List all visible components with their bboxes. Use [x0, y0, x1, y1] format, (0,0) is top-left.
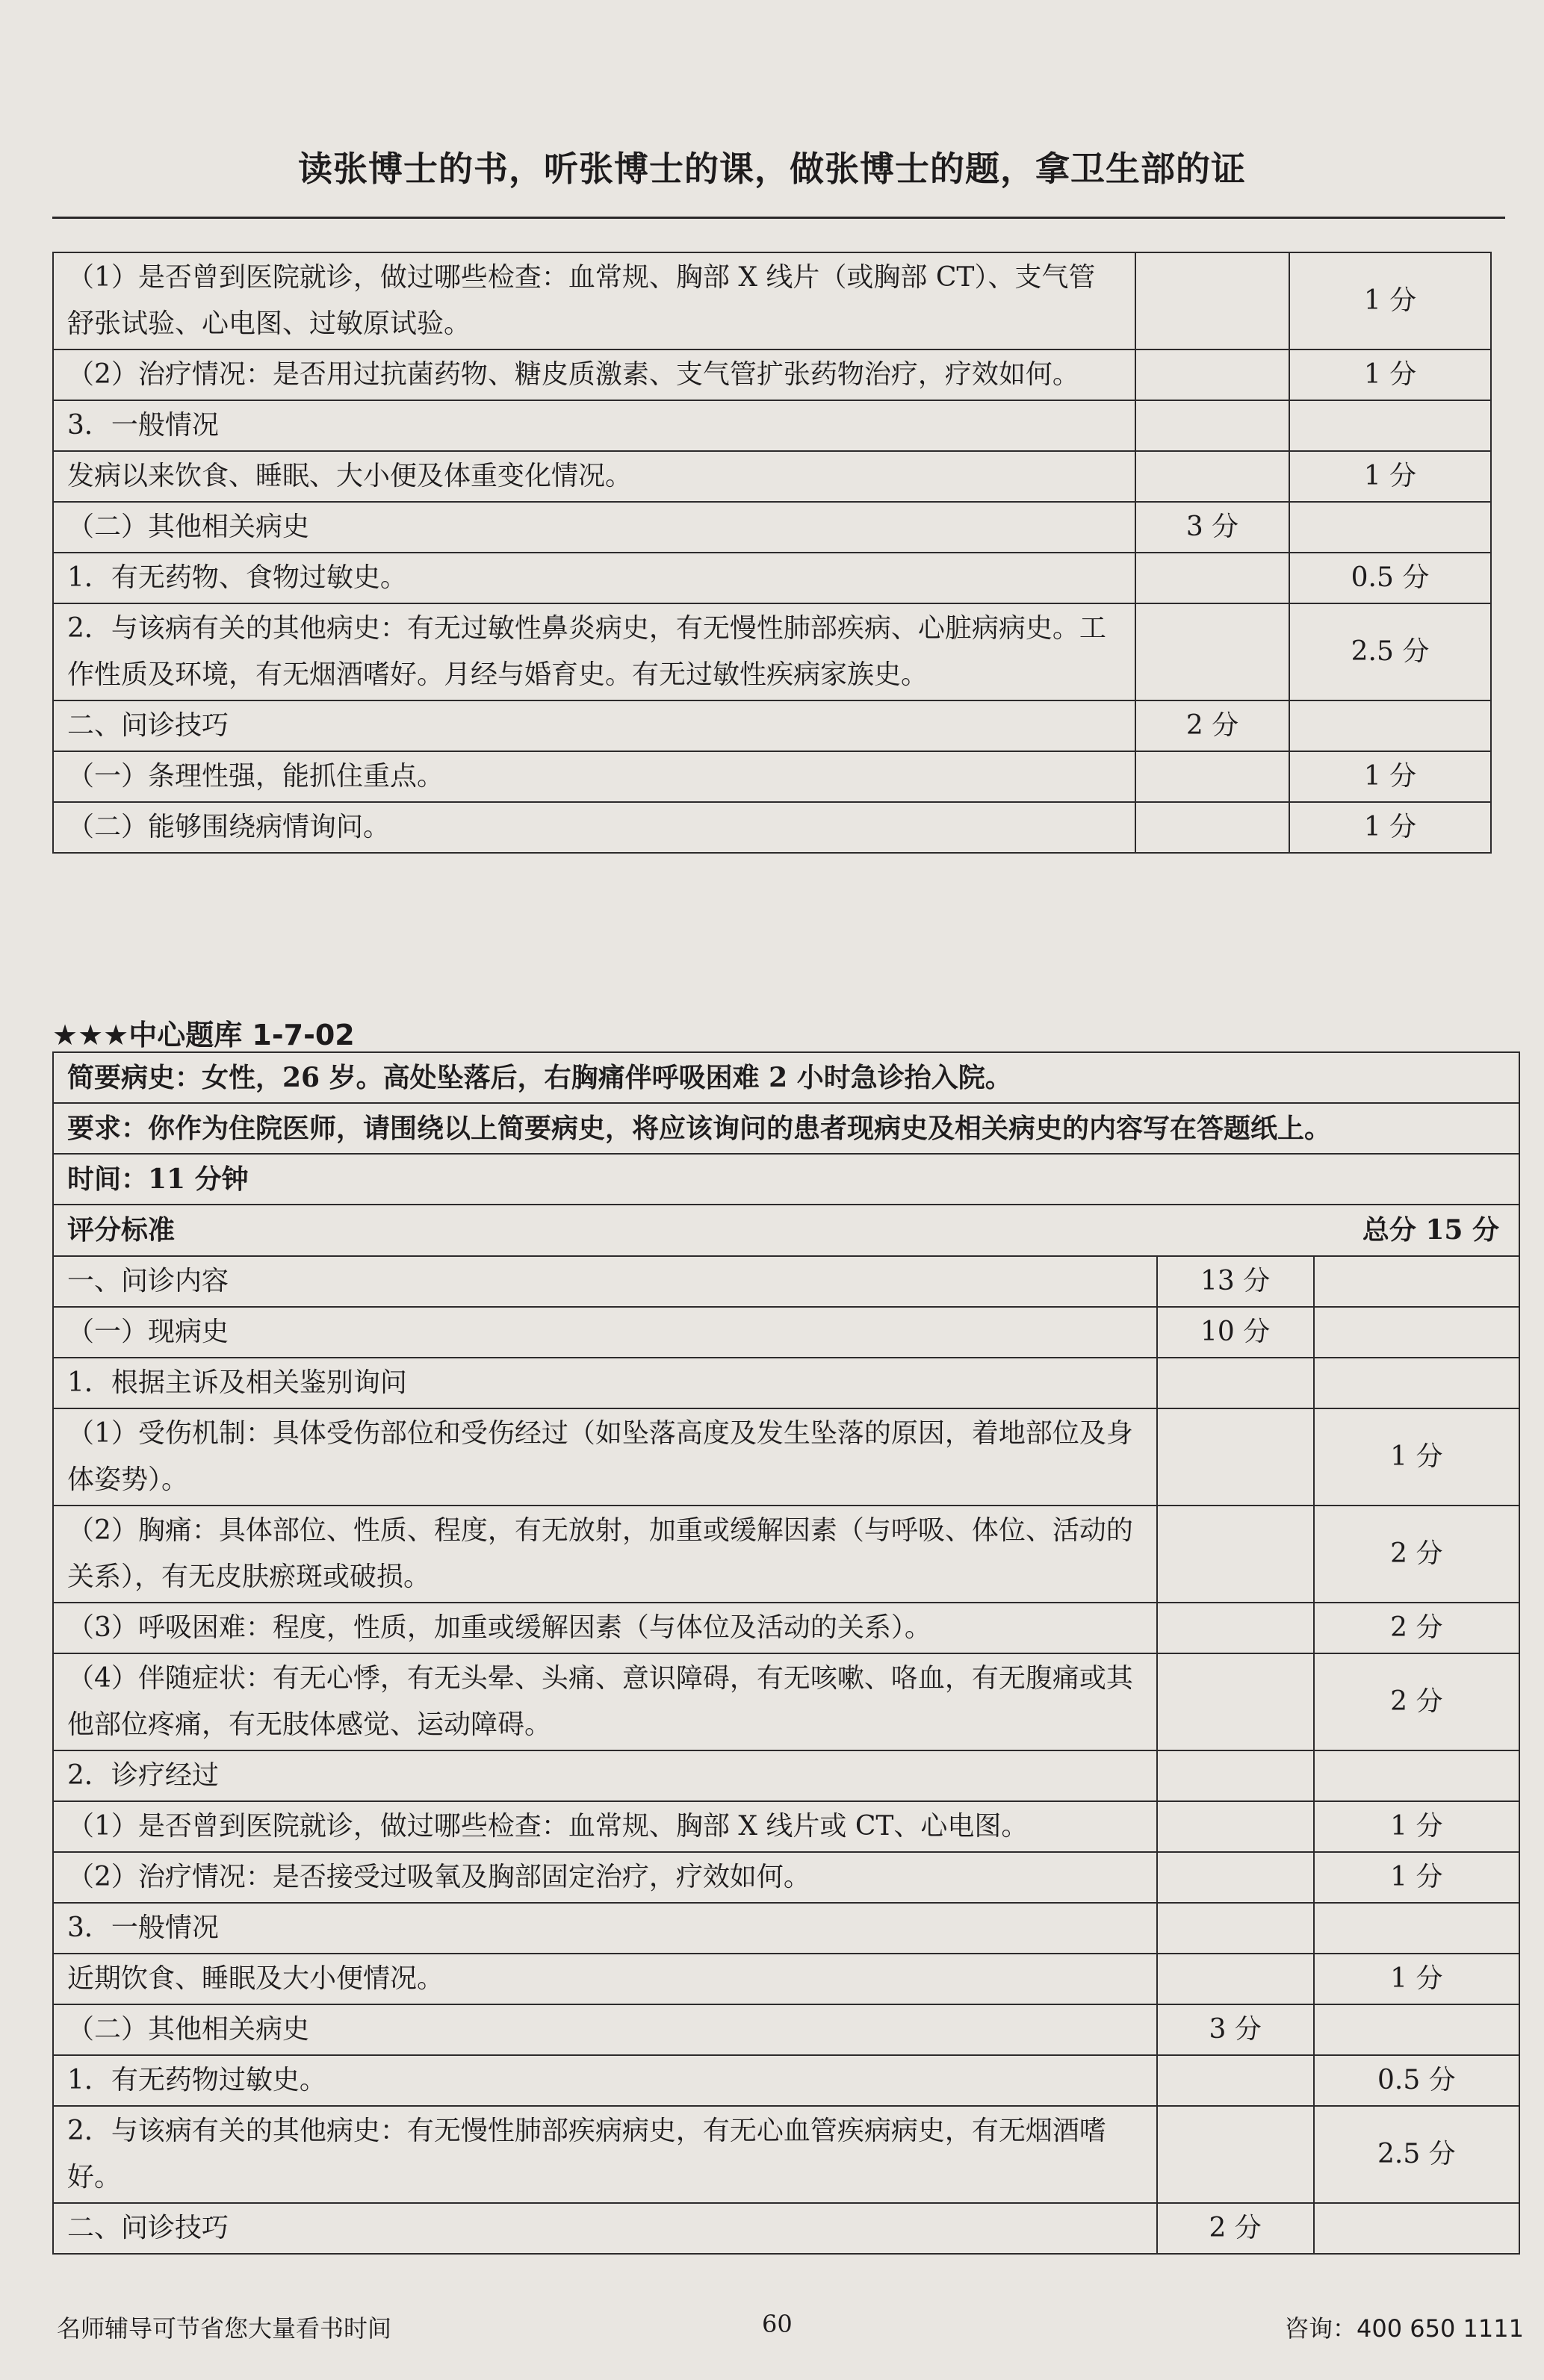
item-text: 3．一般情况	[53, 400, 1135, 451]
section-score	[1135, 553, 1289, 603]
item-score	[1314, 1903, 1519, 1954]
item-text: 1．有无药物过敏史。	[53, 2055, 1157, 2106]
item-score: 2.5 分	[1289, 603, 1491, 700]
item-text: 发病以来饮食、睡眠、大小便及体重变化情况。	[53, 451, 1135, 502]
item-text: 二、问诊技巧	[53, 2203, 1157, 2254]
item-score	[1314, 1358, 1519, 1408]
item-score: 1 分	[1289, 451, 1491, 502]
table-row	[53, 1256, 1519, 1307]
item-text: （3）呼吸困难：程度，性质，加重或缓解因素（与体位及活动的关系）。	[53, 1603, 1157, 1653]
item-score	[1314, 1750, 1519, 1801]
section-title: ★★★中心题库 1-7-02	[52, 1019, 355, 1051]
section-score	[1135, 252, 1289, 349]
item-score	[1314, 1307, 1519, 1358]
section-score	[1157, 1852, 1314, 1903]
item-score	[1314, 1256, 1519, 1307]
item-text: （1）受伤机制：具体受伤部位和受伤经过（如坠落高度及发生坠落的原因，着地部位及身体姿势）。	[53, 1408, 1157, 1506]
section-score	[1157, 1408, 1314, 1506]
section-score	[1157, 1358, 1314, 1408]
table-row	[53, 1307, 1519, 1358]
item-score: 2 分	[1314, 1603, 1519, 1653]
section-score	[1157, 1653, 1314, 1750]
item-text: 2．与该病有关的其他病史：有无过敏性鼻炎病史，有无慢性肺部疾病、心脏病病史。工作性质及环境，有无烟酒嗜好。月经与婚育史。有无过敏性疾病家族史。	[53, 603, 1135, 700]
table-row	[53, 1653, 1519, 1750]
item-text: （二）能够围绕病情询问。	[53, 802, 1135, 853]
table-row	[53, 1506, 1519, 1603]
table-row	[53, 553, 1491, 603]
case-history-row	[53, 1052, 1519, 1103]
section-score: 10 分	[1157, 1307, 1314, 1358]
item-score: 1 分	[1289, 802, 1491, 853]
table-row	[53, 349, 1491, 400]
item-score: 0.5 分	[1314, 2055, 1519, 2106]
case-requirement: 要求：你作为住院医师，请围绕以上简要病史，将应该询问的患者现病史及相关病史的内容写在答题纸上。	[53, 1103, 1519, 1154]
item-score: 1 分	[1289, 751, 1491, 802]
table-row	[53, 1603, 1519, 1653]
table-row	[53, 1801, 1519, 1852]
table-row	[53, 400, 1491, 451]
footer-slogan: 名师辅导可节省您大量看书时间	[57, 2314, 392, 2343]
item-score	[1314, 2203, 1519, 2254]
criteria-row	[53, 1205, 1519, 1256]
item-text: 近期饮食、睡眠及大小便情况。	[53, 1954, 1157, 2004]
item-text: （4）伴随症状：有无心悸，有无头晕、头痛、意识障碍，有无咳嗽、咯血，有无腹痛或其他部位疼痛，有无肢体感觉、运动障碍。	[53, 1653, 1157, 1750]
section-score: 3 分	[1157, 2004, 1314, 2055]
section-score: 2 分	[1157, 2203, 1314, 2254]
table-row	[53, 751, 1491, 802]
case-time: 时间：11 分钟	[53, 1154, 1519, 1205]
table-row	[53, 1750, 1519, 1801]
item-score: 2 分	[1314, 1653, 1519, 1750]
item-text: （1）是否曾到医院就诊，做过哪些检查：血常规、胸部 X 线片或 CT、心电图。	[53, 1801, 1157, 1852]
item-score	[1289, 400, 1491, 451]
item-score: 2 分	[1314, 1506, 1519, 1603]
item-text: 一、问诊内容	[53, 1256, 1157, 1307]
section-score	[1157, 2106, 1314, 2203]
item-text: 二、问诊技巧	[53, 700, 1135, 751]
item-text: （二）其他相关病史	[53, 2004, 1157, 2055]
item-score: 1 分	[1314, 1954, 1519, 2004]
section-score	[1157, 1903, 1314, 1954]
section-score	[1135, 349, 1289, 400]
table-row	[53, 1408, 1519, 1506]
section-score: 3 分	[1135, 502, 1289, 553]
table-row	[53, 802, 1491, 853]
item-score: 1 分	[1314, 1852, 1519, 1903]
section-score	[1135, 400, 1289, 451]
total-score: 总分 15 分	[1362, 1214, 1499, 1246]
section-score	[1135, 603, 1289, 700]
section-score	[1157, 1506, 1314, 1603]
item-text: 2．与该病有关的其他病史：有无慢性肺部疾病病史，有无心血管疾病病史，有无烟酒嗜好。	[53, 2106, 1157, 2203]
case-info-table	[52, 1051, 1520, 2255]
item-text: 1．有无药物、食物过敏史。	[53, 553, 1135, 603]
section-score	[1135, 751, 1289, 802]
section-score: 13 分	[1157, 1256, 1314, 1307]
item-text: 1．根据主诉及相关鉴别询问	[53, 1358, 1157, 1408]
section-score	[1157, 1801, 1314, 1852]
item-score: 1 分	[1289, 349, 1491, 400]
table-row	[53, 1852, 1519, 1903]
case-history: 简要病史：女性，26 岁。高处坠落后，右胸痛伴呼吸困难 2 小时急诊抬入院。	[53, 1052, 1519, 1103]
section-score	[1135, 802, 1289, 853]
section-score	[1157, 1750, 1314, 1801]
item-score	[1289, 502, 1491, 553]
table-row	[53, 1903, 1519, 1954]
item-text: （一）现病史	[53, 1307, 1157, 1358]
case-time-row	[53, 1154, 1519, 1205]
item-text: （2）治疗情况：是否接受过吸氧及胸部固定治疗，疗效如何。	[53, 1852, 1157, 1903]
header-divider	[52, 217, 1505, 219]
page-number: 60	[762, 2310, 793, 2338]
item-score	[1289, 700, 1491, 751]
section-score	[1135, 451, 1289, 502]
item-text: 3．一般情况	[53, 1903, 1157, 1954]
item-score: 1 分	[1314, 1408, 1519, 1506]
footer-contact: 咨询：400 650 1111	[1285, 2314, 1524, 2343]
item-text: （1）是否曾到医院就诊，做过哪些检查：血常规、胸部 X 线片（或胸部 CT）、支气管舒张试验、心电图、过敏原试验。	[53, 252, 1135, 349]
table-row	[53, 252, 1491, 349]
table-row	[53, 502, 1491, 553]
item-text: （2）治疗情况：是否用过抗菌药物、糖皮质激素、支气管扩张药物治疗，疗效如何。	[53, 349, 1135, 400]
table-row	[53, 603, 1491, 700]
item-score: 0.5 分	[1289, 553, 1491, 603]
item-score: 2.5 分	[1314, 2106, 1519, 2203]
table-row	[53, 1954, 1519, 2004]
section-score: 2 分	[1135, 700, 1289, 751]
item-text: （2）胸痛：具体部位、性质、程度，有无放射，加重或缓解因素（与呼吸、体位、活动的关系），有无皮肤瘀斑或破损。	[53, 1506, 1157, 1603]
table-row	[53, 451, 1491, 502]
table-row	[53, 2106, 1519, 2203]
table-row	[53, 2203, 1519, 2254]
case-requirement-row	[53, 1103, 1519, 1154]
item-score	[1314, 2004, 1519, 2055]
section-score	[1157, 1954, 1314, 2004]
item-score: 1 分	[1289, 252, 1491, 349]
item-score: 1 分	[1314, 1801, 1519, 1852]
section-score	[1157, 1603, 1314, 1653]
criteria-label: 评分标准	[67, 1214, 176, 1246]
item-text: 2．诊疗经过	[53, 1750, 1157, 1801]
item-text: （一）条理性强，能抓住重点。	[53, 751, 1135, 802]
table-row	[53, 1358, 1519, 1408]
page-header: 读张博士的书，听张博士的课，做张博士的题，拿卫生部的证	[298, 149, 1246, 189]
table-row	[53, 2004, 1519, 2055]
table-row	[53, 700, 1491, 751]
table-row	[53, 2055, 1519, 2106]
item-text: （二）其他相关病史	[53, 502, 1135, 553]
scoring-table-continued	[52, 252, 1492, 854]
section-score	[1157, 2055, 1314, 2106]
